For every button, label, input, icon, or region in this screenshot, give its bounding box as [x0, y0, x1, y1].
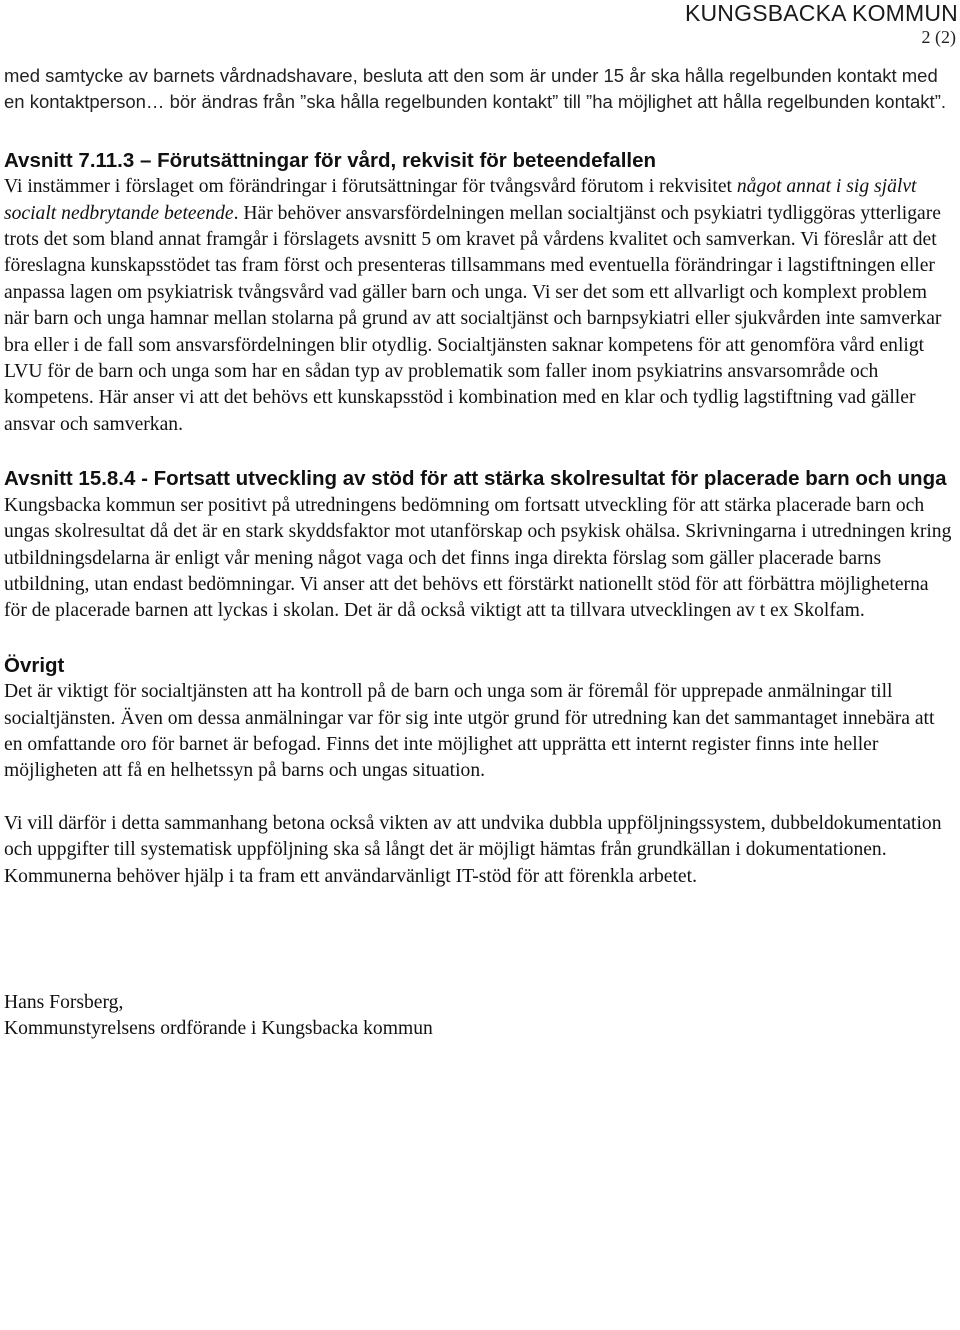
intro-paragraph: med samtycke av barnets vårdnadshavare, besluta att den som är under 15 år ska hålla regelbunden kontakt med en kontaktperson… bör ändras från ”ska hålla regelbunden kontakt” till ”ha möjlighet att hålla regelbunden kontakt”.	[4, 65, 947, 113]
section-7-11-3-heading: Avsnitt 7.11.3 – Förutsättningar för vård, rekvisit för beteendefallen	[4, 148, 657, 172]
signature-title: Kommunstyrelsens ordförande i Kungsbacka kommun	[4, 1018, 433, 1040]
organization-name: KUNGSBACKA KOMMUN	[684, 0, 958, 26]
section-7-11-3-text	[4, 174, 956, 438]
section-7-11-3-italic: något annat i sig självt socialt nedbrytande beteende	[4, 176, 917, 224]
ovrigt-heading: Övrigt	[4, 653, 65, 677]
ovrigt-paragraph-1: Det är viktigt för socialtjänsten att ha kontroll på de barn och unga som är föremål för upprepade anmälningar till socialtjänsten. Även om dessa anmälningar var för sig inte utgör grund för utredning kan det sammantaget innebära att en omfattande oro för barnet är befogad. Finns det inte möjlighet att upprätta ett internt register finns inte heller möjligheten att få en helhetssyn på barns och ungas situation.	[4, 681, 935, 782]
section-15-8-4-text: Kungsbacka kommun ser positivt på utredningens bedömning om fortsatt utveckling för att stärka placerade barn och ungas skolresultat då det är en stark skyddsfaktor mot utanförskap och psykisk ohälsa. Skrivningarna i utredningen kring utbildningsdelarna är enligt vår mening något vaga och det finns inga direkta förslag som gäller placerade barns utbildning, utan endast bedömningar. Vi anser att det behövs ett förstärkt nationellt stöd för att förbättra möjligheterna för de placerade barnen att lyckas i skolan. Det är då också viktigt att ta tillvara utvecklingen av t ex Skolfam.	[4, 494, 952, 622]
section-15-8-4-heading: Avsnitt 15.8.4 - Fortsatt utveckling av stöd för att stärka skolresultat för placerade barn och unga	[4, 467, 947, 491]
section-7-11-3-text-start: Vi instämmer i förslaget om förändringar i förutsättningar för tvångsvård förutom i rekvisitet	[4, 176, 737, 198]
document-body	[4, 63, 956, 1043]
section-7-11-3-text-end: . Här behöver ansvarsfördelningen mellan socialtjänst och psykiatri tydliggöras ytterligare trots det som bland annat framgår i förslagets avsnitt 5 om kravet på vårdens kvalitet och samverkan. Vi föreslår att det föreslagna kunskapsstödet tas fram först och presenteras tillsammans med eventuella förändringar i lagstiftningen eller anpassa lagen om psykiatrisk tvångsvård vad gäller barn och unga. Vi ser det som ett allvarligt och komplext problem när barn och unga hamnar mellan stolarna på grund av att socialtjänst och barnpsykiatri eller sjukvården inte samverkar bra eller i de fall som ansvarsfördelningen blir otydlig. Socialtjänsten saknar kompetens för att genomföra vård enligt LVU för de barn och unga som har en sådan typ av problematik som faller inom psykiatrins ansvarsområde och kompetens. Här anser vi att det behövs ett kunskapsstöd i kombination med en klar och tydlig lagstiftning vad gäller ansvar och samverkan.	[4, 202, 942, 435]
signature-name: Hans Forsberg,	[4, 991, 124, 1013]
page-number: 2 (2)	[921, 27, 956, 47]
ovrigt-paragraph-2: Vi vill därför i detta sammanhang betona också vikten av att undvika dubbla uppföljningssystem, dubbeldokumentation och uppgifter till systematisk uppföljning ska så långt det är möjligt hämtas från grundkällan i dokumentationen. Kommunerna behöver hjälp i ta fram ett användarvänligt IT-stöd för att förenkla arbetet.	[4, 812, 942, 887]
